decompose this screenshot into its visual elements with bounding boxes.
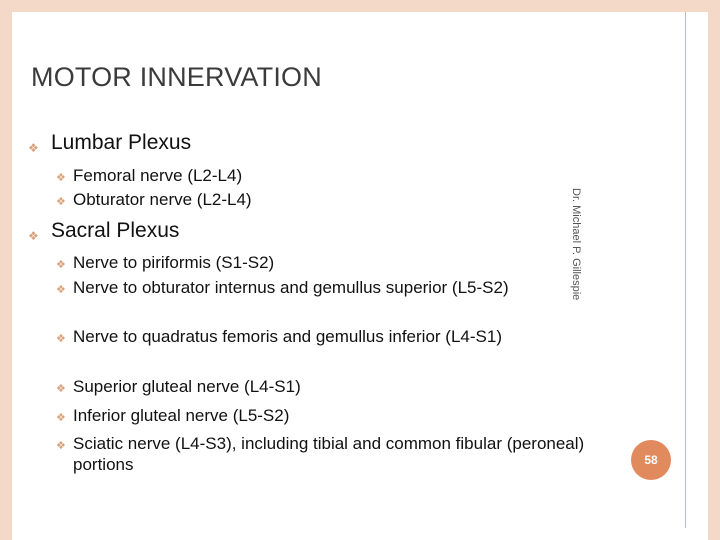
list-item: ❖ Inferior gluteal nerve (L5-S2) [73, 405, 593, 426]
author-label: Dr. Michael P. Gillespie [570, 188, 582, 301]
list-item: ❖ Nerve to quadratus femoris and gemullus inferior (L4-S1) [73, 326, 593, 347]
ornament-bullet-icon: ❖ [56, 196, 66, 208]
ornament-bullet-icon: ❖ [56, 412, 66, 424]
page-number: 58 [631, 440, 671, 480]
list-item: ❖ Superior gluteal nerve (L4-S1) [73, 376, 593, 397]
ornament-bullet-icon: ❖ [56, 333, 66, 345]
list-item: ❖ Obturator nerve (L2-L4) [73, 189, 593, 210]
ornament-bullet-icon: ❖ [56, 383, 66, 395]
section-heading-lumbar: ❖ Lumbar Plexus [51, 131, 191, 155]
ornament-bullet-icon: ❖ [28, 141, 39, 155]
slide-title: MOTOR INNERVATION [31, 62, 322, 92]
ornament-bullet-icon: ❖ [56, 259, 66, 271]
list-item: ❖ Nerve to piriformis (S1-S2) [73, 252, 593, 273]
list-item: ❖ Sciatic nerve (L4-S3), including tibial and common fibular (peroneal) portions [56, 434, 585, 474]
ornament-bullet-icon: ❖ [56, 440, 66, 452]
ornament-bullet-icon: ❖ [56, 172, 66, 184]
ornament-bullet-icon: ❖ [28, 229, 39, 243]
list-item: ❖ Nerve to obturator internus and gemullus superior (L5-S2) [73, 277, 593, 298]
sidebar-divider [685, 12, 686, 528]
list-item: ❖ Femoral nerve (L2-L4) [73, 165, 593, 186]
section-heading-sacral: ❖ Sacral Plexus [51, 219, 179, 243]
ornament-bullet-icon: ❖ [56, 284, 66, 296]
